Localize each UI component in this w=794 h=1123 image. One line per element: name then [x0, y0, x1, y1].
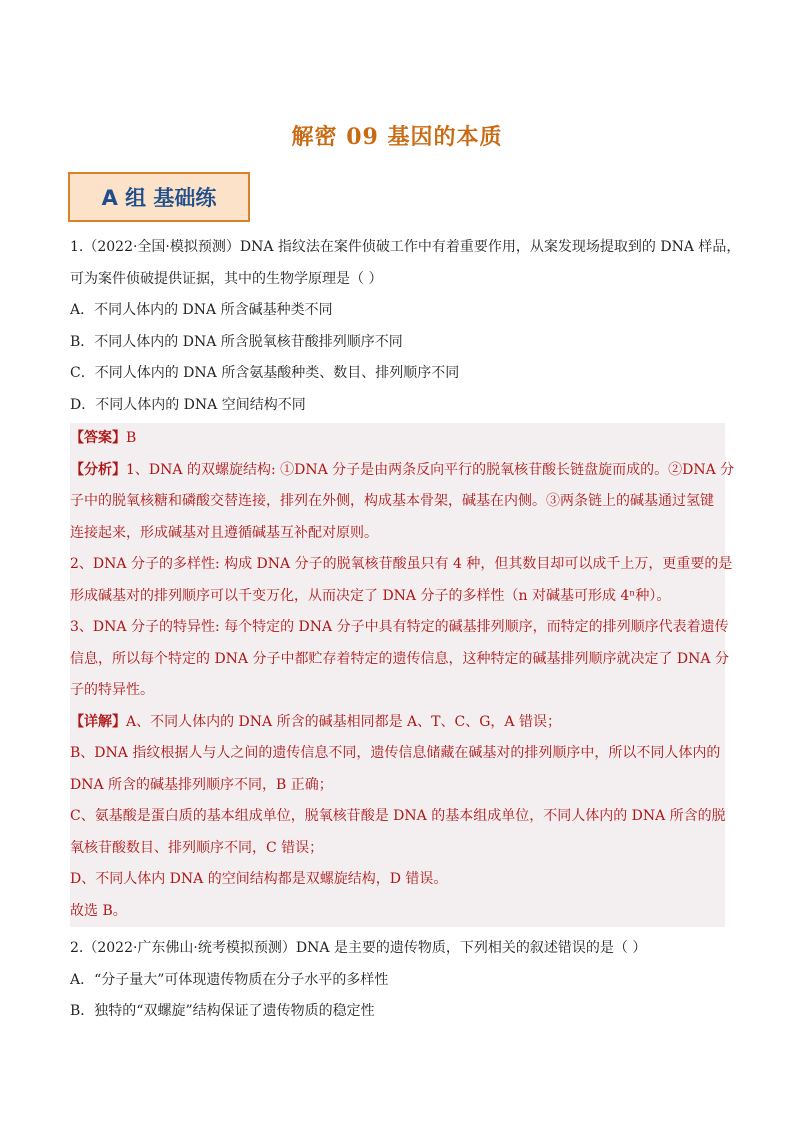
detail-line: B、DNA 指纹根据人与人之间的遗传信息不同，遗传信息储藏在碱基对的排列顺序中，所以不同人体内的: [70, 745, 721, 761]
analysis-line: 形成碱基对的排列顺序可以千变万化，从而决定了 DNA 分子的多样性（n 对碱基可形成 4ⁿ种）。: [70, 587, 671, 604]
option-a: A．不同人体内的 DNA 所含碱基种类不同: [70, 302, 333, 318]
content-area: [70, 232, 741, 1028]
detail-line: D、不同人体内 DNA 的空间结构都是双螺旋结构，D 错误。: [70, 871, 448, 887]
detail-text: A、不同人体内的 DNA 所含的碱基相同都是 A、T、C、G，A 错误；: [126, 713, 561, 730]
detail-line: C、氨基酸是蛋白质的基本组成单位，脱氧核苷酸是 DNA 的基本组成单位，不同人体内的 DNA 所含的脱: [70, 808, 726, 824]
question-2-stem: 2.（2022·广东佛山·统考模拟预测）DNA 是主要的遗传物质，下列相关的叙述错误的是（ ）: [70, 940, 647, 956]
detail-line: 故选 B。: [70, 902, 127, 919]
answer-line: [70, 423, 725, 455]
analysis-line: 信息，所以每个特定的 DNA 分子中都贮存着特定的遗传信息，这种特定的碱基排列顺序就决定了 DNA 分: [70, 650, 729, 667]
option-d: D．不同人体内的 DNA 空间结构不同: [70, 396, 306, 413]
group-label: A 组 基础练: [101, 186, 217, 210]
analysis-line: 连接起来，形成碱基对且遵循碱基互补配对原则。: [70, 524, 378, 541]
option-b: B．不同人体内的 DNA 所含脱氧核苷酸排列顺序不同: [70, 333, 403, 350]
question-1-stem: [70, 232, 741, 295]
detail-line: 氧核苷酸数目、排列顺序不同，C 错误；: [70, 839, 324, 856]
stem-line: 1.（2022·全国·模拟预测）DNA 指纹法在案件侦破工作中有着重要作用，从案发现场提取到的 DNA 样品，: [70, 239, 741, 255]
page-title: 解密 09 基因的本质: [291, 124, 503, 150]
answer-explanation-block: [70, 423, 735, 927]
analysis-line: 3、DNA 分子的特异性: 每个特定的 DNA 分子中具有特定的碱基排列顺序，而特定的排列顺序代表着遗传: [70, 619, 729, 635]
analysis-text: 1、DNA 的双螺旋结构: ①DNA 分子是由两条反向平行的脱氧核苷酸长链盘旋而成的。②DNA 分: [126, 461, 735, 478]
analysis-line: 2、DNA 分子的多样性: 构成 DNA 分子的脱氧核苷酸虽只有 4 种，但其数目却可以成千上万，更重要的是: [70, 556, 733, 572]
option-a: A．“分子量大”可体现遗传物质在分子水平的多样性: [70, 971, 389, 988]
option-b: B．独特的“双螺旋”结构保证了遗传物质的稳定性: [70, 1003, 375, 1019]
detail-tag: 【详解】: [70, 713, 126, 730]
question-2: [70, 933, 725, 1028]
option-c: C．不同人体内的 DNA 所含氨基酸种类、数目、排列顺序不同: [70, 365, 460, 381]
analysis-tag: 【分析】: [70, 461, 126, 478]
detail-line: [70, 707, 725, 739]
stem-line: 可为案件侦破提供证据，其中的生物学原理是（ ）: [70, 270, 383, 287]
analysis-line: [70, 455, 735, 487]
analysis-line: 子的特异性。: [70, 682, 154, 698]
group-label-box: [68, 172, 250, 222]
detail-line: DNA 所含的碱基排列顺序不同，B 正确；: [70, 776, 333, 793]
answer-tag: 【答案】: [70, 430, 126, 446]
question-1-options: [70, 295, 725, 421]
analysis-line: 子中的脱氧核糖和磷酸交替连接，排列在外侧，构成基本骨架，碱基在内侧。③两条链上的碱基通过氢键: [70, 493, 714, 509]
answer-value: B: [126, 430, 137, 446]
